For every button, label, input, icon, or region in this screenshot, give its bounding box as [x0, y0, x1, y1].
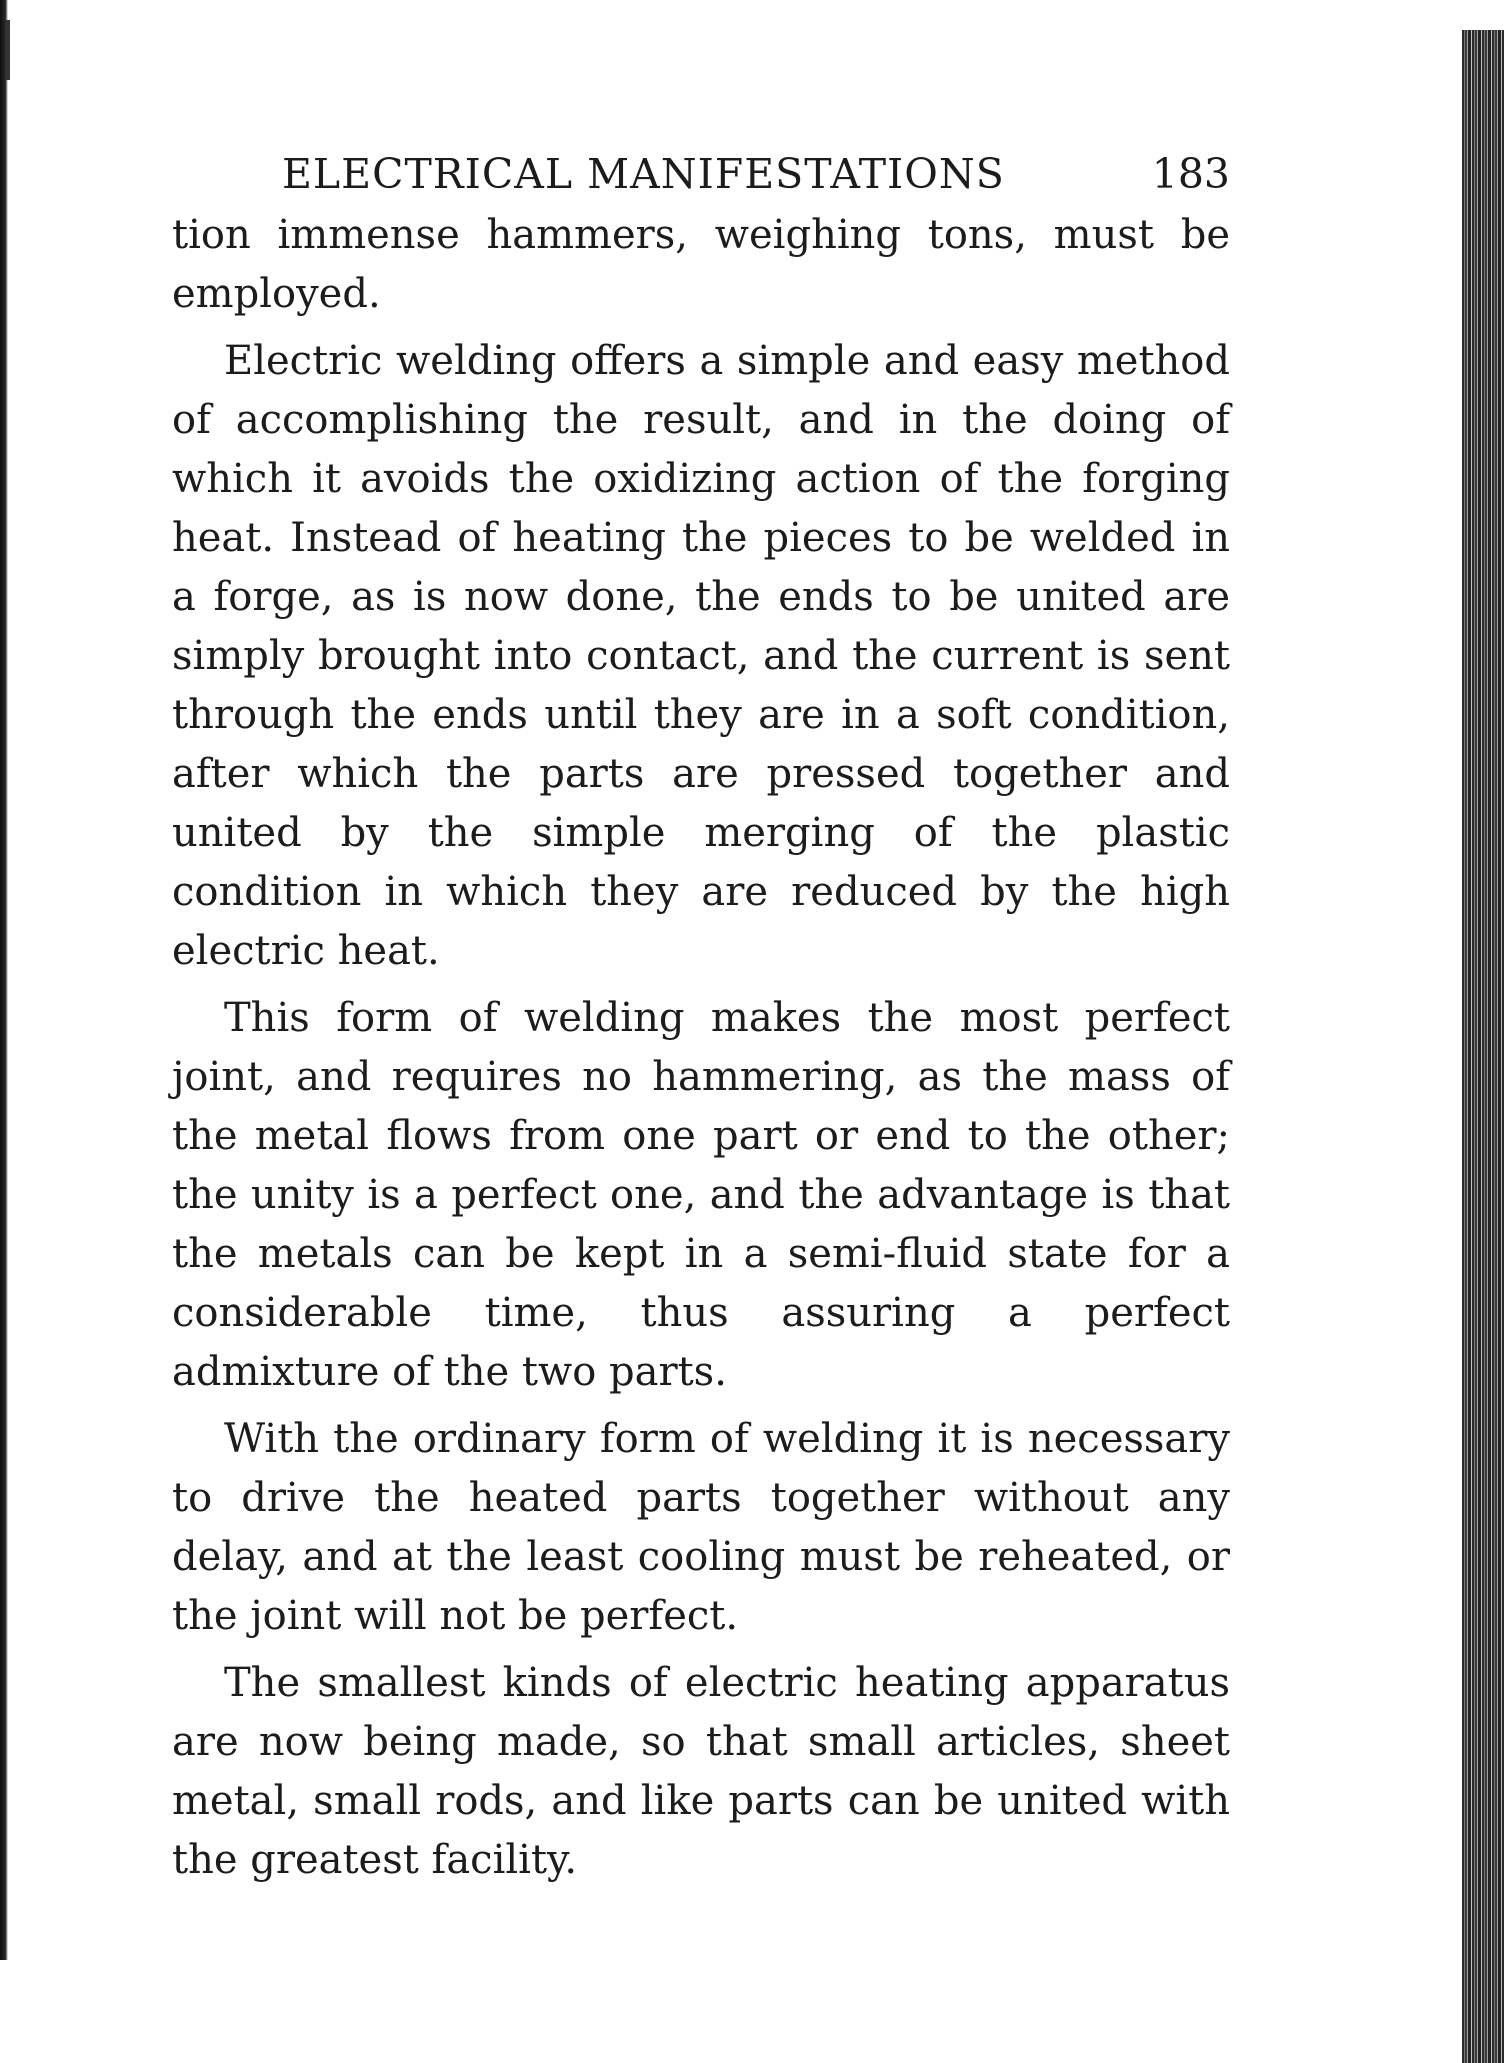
scan-right-edge — [1462, 30, 1504, 2063]
paragraph-smallest-apparatus: The smallest kinds of electric heating apparatus are now being made, so that small articles, sheet metal, small rods, and like parts can be united with the greatest facility. — [172, 1660, 1230, 1883]
running-head — [282, 150, 1230, 198]
paragraph-perfect-joint: This form of welding makes the most perfect joint, and requires no hammering, as the mass of the metal flows from one part or end to the other; the unity is a perfect one, and the advantage is that the metals can be kept in a semi-fluid state for a considerable time, thus assuring a perfect admixture of the two parts. — [172, 995, 1230, 1395]
book-page — [172, 150, 1230, 1898]
scan-left-edge — [0, 0, 8, 1960]
paragraph-continuation: tion immense hammers, weighing tons, must be employed. — [172, 212, 1230, 317]
running-head-title: ELECTRICAL MANIFESTATIONS — [282, 150, 1005, 198]
paragraph-electric-welding: Electric welding offers a simple and easy method of accomplishing the result, and in the doing of which it avoids the oxidizing action of the forging heat. Instead of heating the pieces to be welded in a forge, as is now done, the ends to be united are simply brought into contact, and the current is sent through the ends until they are in a soft condition, after which the parts are pressed together and united by the simple merging of the plastic condition in which they are reduced by the high electric heat. — [172, 338, 1230, 974]
body-text — [172, 206, 1230, 1890]
scan-left-notch — [6, 20, 10, 80]
paragraph-ordinary-welding: With the ordinary form of welding it is necessary to drive the heated parts together without any delay, and at the least cooling must be reheated, or the joint will not be perfect. — [172, 1416, 1230, 1639]
page-number: 183 — [1151, 150, 1230, 198]
